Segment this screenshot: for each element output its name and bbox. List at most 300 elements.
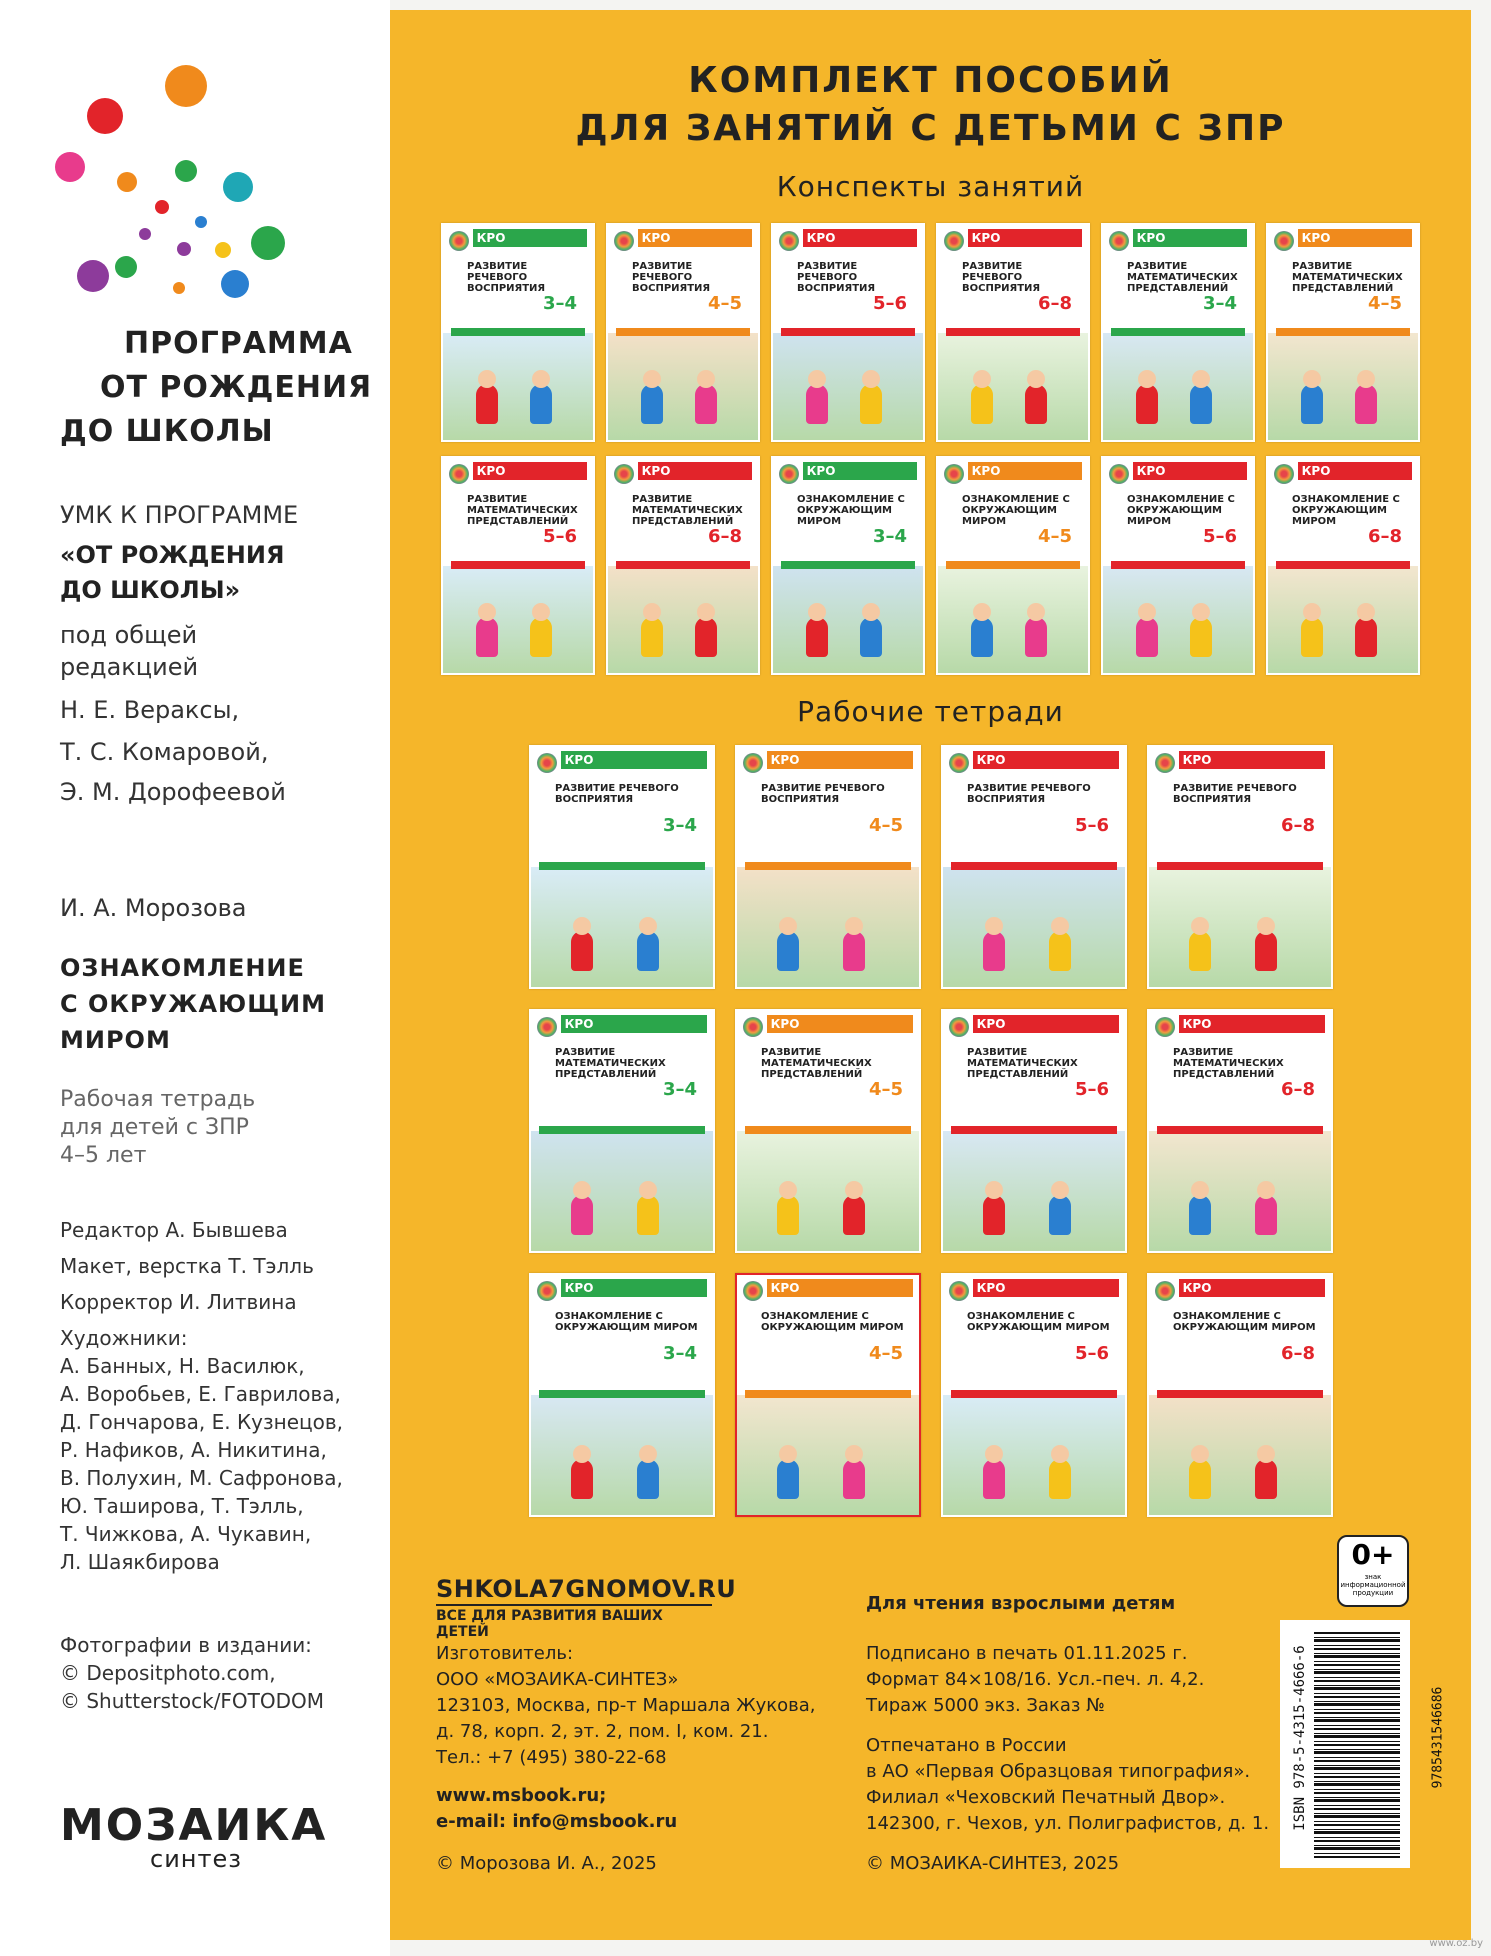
child-head: [697, 370, 715, 388]
book-cover-age: 4–5: [868, 815, 903, 836]
kro-flower-icon: [1155, 1017, 1175, 1037]
section-workbooks: Рабочие тетради: [797, 695, 1064, 728]
author: И. А. Морозова: [60, 894, 247, 922]
child-head: [808, 603, 826, 621]
book-cover-age: 5–6: [872, 293, 907, 314]
kro-label: КРО: [561, 1279, 597, 1297]
barcode: [1280, 1620, 1446, 1868]
book-cover-title: РАЗВИТИЕ МАТЕМАТИЧЕСКИХ ПРЕДСТАВЛЕНИЙ: [632, 494, 743, 527]
credit-line: Л. Шаякбирова: [60, 1550, 220, 1574]
book-cover: [606, 223, 760, 442]
kro-label: КРО: [561, 1015, 597, 1033]
book-cover-age: 4–5: [868, 1343, 903, 1364]
child-head: [1303, 603, 1321, 621]
kro-label: КРО: [767, 1015, 803, 1033]
book-cover-age: 6–8: [1280, 1343, 1315, 1364]
book-cover-title: РАЗВИТИЕ РЕЧЕВОГО ВОСПРИЯТИЯ: [962, 261, 1041, 294]
book-cover: [1147, 1273, 1333, 1517]
book-cover: [441, 456, 595, 675]
series-band: [745, 862, 911, 870]
printed-line: Отпечатано в России: [866, 1735, 1067, 1756]
child-head: [643, 370, 661, 388]
child-head: [985, 1181, 1003, 1199]
book-cover: [529, 745, 715, 989]
book-cover-age: 3–4: [542, 293, 577, 314]
printed-line: Филиал «Чеховский Печатный Двор».: [866, 1787, 1226, 1808]
kro-flower-icon: [614, 231, 634, 251]
age-rating-badge: [1337, 1535, 1409, 1607]
umk-editor: Э. М. Дорофеевой: [60, 778, 286, 806]
book-cover-title: ОЗНАКОМЛЕНИЕ С ОКРУЖАЮЩИМ МИРОМ: [1292, 494, 1400, 527]
book-cover-title: РАЗВИТИЕ РЕЧЕВОГО ВОСПРИЯТИЯ: [467, 261, 546, 294]
child-figure: [1049, 931, 1071, 971]
umk-editor: Т. С. Комаровой,: [60, 738, 269, 766]
child-head: [573, 917, 591, 935]
kro-label: КРО: [1179, 751, 1215, 769]
kro-flower-icon: [779, 231, 799, 251]
book-cover-title: ОЗНАКОМЛЕНИЕ С ОКРУЖАЮЩИМ МИРОМ: [555, 1311, 698, 1333]
cover-illustration: [737, 1131, 919, 1251]
book-cover-age: 5–6: [542, 526, 577, 547]
site-link[interactable]: SHKOLA7GNOMOV.RU: [436, 1575, 737, 1603]
child-figure: [806, 617, 828, 657]
series-band: [1276, 328, 1410, 336]
credit-line: Корректор И. Литвина: [60, 1290, 297, 1314]
child-head: [478, 603, 496, 621]
kro-label: КРО: [973, 1279, 1009, 1297]
isbn-text: ISBN 978-5-4315-4666-6: [1292, 1645, 1308, 1831]
child-head: [532, 370, 550, 388]
child-figure: [641, 384, 663, 424]
book-cover-age: 3–4: [872, 526, 907, 547]
print-line: Тираж 5000 экз. Заказ №: [866, 1695, 1105, 1716]
kro-flower-icon: [449, 464, 469, 484]
child-head: [845, 917, 863, 935]
credit-line: Художники:: [60, 1326, 188, 1350]
cover-illustration: [1149, 1395, 1331, 1515]
cover-illustration: [1149, 867, 1331, 987]
child-head: [845, 1445, 863, 1463]
kro-flower-icon: [1109, 231, 1129, 251]
book-cover-age: 6–8: [1280, 815, 1315, 836]
credit-line: Т. Чижкова, А. Чукавин,: [60, 1522, 312, 1546]
photo-credit: Фотографии в издании:: [60, 1633, 312, 1657]
site-tagline: ВСЕ ДЛЯ РАЗВИТИЯ ВАШИХ ДЕТЕЙ: [436, 1604, 712, 1640]
photo-credit: © Depositphoto.com,: [60, 1661, 276, 1685]
book-cover-age: 6–8: [707, 526, 742, 547]
book-cover-title: РАЗВИТИЕ МАТЕМАТИЧЕСКИХ ПРЕДСТАВЛЕНИЙ: [967, 1047, 1078, 1080]
child-figure: [983, 1459, 1005, 1499]
book-cover: [771, 223, 925, 442]
kro-label: КРО: [767, 751, 803, 769]
program-line-2: ОТ РОЖДЕНИЯ: [100, 370, 373, 405]
credit-line: Ю. Таширова, Т. Тэлль,: [60, 1494, 304, 1518]
child-figure: [571, 1459, 593, 1499]
cover-illustration: [531, 1395, 713, 1515]
series-band: [1276, 561, 1410, 569]
kro-label: КРО: [561, 751, 597, 769]
cover-illustration: [938, 333, 1088, 441]
series-band: [539, 1126, 705, 1134]
kro-label: КРО: [1179, 1015, 1215, 1033]
umk-line: редакцией: [60, 653, 199, 681]
credit-line: Р. Нафиков, А. Никитина,: [60, 1438, 327, 1462]
credit-line: А. Банных, Н. Василюк,: [60, 1354, 305, 1378]
cover-illustration: [443, 566, 593, 674]
child-figure: [843, 1459, 865, 1499]
book-title-line: ОЗНАКОМЛЕНИЕ: [60, 954, 305, 982]
book-cover-title: ОЗНАКОМЛЕНИЕ С ОКРУЖАЮЩИМ МИРОМ: [1127, 494, 1235, 527]
book-cover: [771, 456, 925, 675]
umk-line: УМК К ПРОГРАММЕ: [60, 501, 299, 529]
series-band: [539, 1390, 705, 1398]
book-cover-age: 5–6: [1074, 1079, 1109, 1100]
child-figure: [1190, 617, 1212, 657]
kro-flower-icon: [779, 464, 799, 484]
umk-line: под общей: [60, 621, 198, 649]
credit-line: В. Полухин, М. Сафронова,: [60, 1466, 343, 1490]
book-cover: [606, 456, 760, 675]
credit-line: Макет, верстка Т. Тэлль: [60, 1254, 314, 1278]
child-head: [1051, 917, 1069, 935]
kro-label: КРО: [638, 229, 674, 247]
kro-flower-icon: [537, 1017, 557, 1037]
book-cover-title: РАЗВИТИЕ РЕЧЕВОГО ВОСПРИЯТИЯ: [797, 261, 876, 294]
child-figure: [1189, 931, 1211, 971]
book-cover-title: РАЗВИТИЕ РЕЧЕВОГО ВОСПРИЯТИЯ: [632, 261, 711, 294]
child-figure: [1025, 617, 1047, 657]
book-cover-title: РАЗВИТИЕ МАТЕМАТИЧЕСКИХ ПРЕДСТАВЛЕНИЙ: [1173, 1047, 1284, 1080]
book-cover: [936, 223, 1090, 442]
child-figure: [571, 1195, 593, 1235]
book-cover: [1266, 456, 1420, 675]
age-rating-text: знак информационной продукции: [1340, 1573, 1406, 1597]
book-cover-title: РАЗВИТИЕ МАТЕМАТИЧЕСКИХ ПРЕДСТАВЛЕНИЙ: [467, 494, 578, 527]
cover-illustration: [943, 1131, 1125, 1251]
child-figure: [806, 384, 828, 424]
program-logo-dots: [55, 60, 295, 320]
credit-line: Редактор А. Бывшева: [60, 1218, 288, 1242]
print-line: Подписано в печать 01.11.2025 г.: [866, 1643, 1188, 1664]
book-cover-title: ОЗНАКОМЛЕНИЕ С ОКРУЖАЮЩИМ МИРОМ: [761, 1311, 904, 1333]
program-line-3: ДО ШКОЛЫ: [60, 414, 274, 449]
book-cover: [941, 1009, 1127, 1253]
child-figure: [637, 1195, 659, 1235]
child-head: [573, 1181, 591, 1199]
child-figure: [983, 931, 1005, 971]
child-figure: [637, 1459, 659, 1499]
cover-illustration: [1268, 566, 1418, 674]
maker-line: Изготовитель:: [436, 1643, 574, 1664]
kro-label: КРО: [968, 229, 1004, 247]
child-head: [973, 603, 991, 621]
book-cover-age: 3–4: [662, 1079, 697, 1100]
book-title-line: С ОКРУЖАЮЩИМ: [60, 990, 326, 1018]
child-head: [1257, 917, 1275, 935]
cover-illustration: [943, 1395, 1125, 1515]
kro-label: КРО: [1133, 229, 1169, 247]
kro-flower-icon: [944, 231, 964, 251]
cover-illustration: [737, 867, 919, 987]
book-cover-age: 3–4: [1202, 293, 1237, 314]
ean-number: 9785431546686: [1430, 1686, 1446, 1789]
series-band: [781, 328, 915, 336]
kro-flower-icon: [949, 753, 969, 773]
child-head: [1138, 370, 1156, 388]
child-figure: [860, 384, 882, 424]
child-head: [862, 370, 880, 388]
child-head: [1191, 1445, 1209, 1463]
child-head: [639, 1181, 657, 1199]
kro-label: КРО: [1298, 229, 1334, 247]
email-line[interactable]: e-mail: info@msbook.ru: [436, 1811, 678, 1832]
series-band: [946, 328, 1080, 336]
child-figure: [1255, 931, 1277, 971]
catalog-title-line-1: КОМПЛЕКТ ПОСОБИЙ: [688, 60, 1173, 101]
kro-label: КРО: [1298, 462, 1334, 480]
book-cover-title: РАЗВИТИЕ МАТЕМАТИЧЕСКИХ ПРЕДСТАВЛЕНИЙ: [1292, 261, 1403, 294]
book-cover: [1266, 223, 1420, 442]
child-head: [478, 370, 496, 388]
cover-illustration: [938, 566, 1088, 674]
cover-illustration: [531, 867, 713, 987]
print-line: Формат 84×108/16. Усл.-печ. л. 4,2.: [866, 1669, 1205, 1690]
series-band: [951, 862, 1117, 870]
credit-line: А. Воробьев, Е. Гаврилова,: [60, 1382, 341, 1406]
cover-illustration: [531, 1131, 713, 1251]
child-head: [973, 370, 991, 388]
book-cover: [1101, 223, 1255, 442]
book-cover-age: 3–4: [662, 815, 697, 836]
child-figure: [1301, 384, 1323, 424]
series-band: [1111, 561, 1245, 569]
child-figure: [695, 384, 717, 424]
book-cover: [941, 1273, 1127, 1517]
cover-illustration: [608, 566, 758, 674]
book-cover-age: 4–5: [1037, 526, 1072, 547]
kro-flower-icon: [449, 231, 469, 251]
book-cover: [1101, 456, 1255, 675]
child-head: [1257, 1181, 1275, 1199]
series-band: [451, 328, 585, 336]
kro-flower-icon: [614, 464, 634, 484]
child-figure: [637, 931, 659, 971]
kro-label: КРО: [1133, 462, 1169, 480]
book-subtitle-line: для детей с ЗПР: [60, 1115, 249, 1140]
child-head: [845, 1181, 863, 1199]
section-lesson-notes: Конспекты занятий: [776, 170, 1085, 203]
printed-line: в АО «Первая Образцовая типография».: [866, 1761, 1251, 1782]
series-band: [539, 862, 705, 870]
child-figure: [777, 1459, 799, 1499]
watermark: www.oz.by: [1429, 1938, 1483, 1949]
book-cover-age: 4–5: [707, 293, 742, 314]
series-band: [1157, 1390, 1323, 1398]
book-cover-age: 6–8: [1280, 1079, 1315, 1100]
child-head: [1303, 370, 1321, 388]
kro-label: КРО: [473, 229, 509, 247]
child-figure: [1301, 617, 1323, 657]
child-figure: [1049, 1195, 1071, 1235]
child-head: [573, 1445, 591, 1463]
book-cover: [529, 1009, 715, 1253]
publisher-logo-sub: синтез: [150, 1845, 242, 1873]
author-copyright: © Морозова И. А., 2025: [436, 1853, 657, 1874]
book-subtitle-line: Рабочая тетрадь: [60, 1087, 256, 1112]
series-band: [781, 561, 915, 569]
child-figure: [1255, 1459, 1277, 1499]
left-column: [0, 0, 390, 1956]
cover-illustration: [773, 566, 923, 674]
publisher-copyright: © МОЗАИКА-СИНТЕЗ, 2025: [866, 1853, 1120, 1874]
book-cover-title: РАЗВИТИЕ МАТЕМАТИЧЕСКИХ ПРЕДСТАВЛЕНИЙ: [1127, 261, 1238, 294]
cover-illustration: [737, 1395, 919, 1515]
maker-line: 123103, Москва, пр-т Маршала Жукова,: [436, 1695, 816, 1716]
child-figure: [1049, 1459, 1071, 1499]
publisher-logo-text: МОЗАИКА: [60, 1800, 328, 1851]
child-figure: [1190, 384, 1212, 424]
kro-label: КРО: [1179, 1279, 1215, 1297]
child-head: [862, 603, 880, 621]
book-cover-age: 5–6: [1074, 1343, 1109, 1364]
kro-flower-icon: [1274, 231, 1294, 251]
child-figure: [695, 617, 717, 657]
kro-label: КРО: [973, 1015, 1009, 1033]
kro-label: КРО: [973, 751, 1009, 769]
book-cover-title: РАЗВИТИЕ РЕЧЕВОГО ВОСПРИЯТИЯ: [761, 783, 885, 805]
umk-editor: Н. Е. Вераксы,: [60, 696, 240, 724]
book-cover-title: РАЗВИТИЕ РЕЧЕВОГО ВОСПРИЯТИЯ: [967, 783, 1091, 805]
book-cover-age: 4–5: [868, 1079, 903, 1100]
book-cover: [735, 1273, 921, 1517]
child-figure: [983, 1195, 1005, 1235]
child-head: [779, 917, 797, 935]
series-band: [946, 561, 1080, 569]
book-cover: [1147, 745, 1333, 989]
book-cover-age: 6–8: [1037, 293, 1072, 314]
child-figure: [1189, 1195, 1211, 1235]
age-rating-value: 0+: [1351, 1538, 1395, 1571]
book-subtitle-line: 4–5 лет: [60, 1143, 147, 1168]
cover-illustration: [608, 333, 758, 441]
series-band: [745, 1126, 911, 1134]
book-cover: [735, 1009, 921, 1253]
series-band: [451, 561, 585, 569]
child-figure: [1136, 384, 1158, 424]
cover-illustration: [1103, 566, 1253, 674]
book-cover-age: 5–6: [1202, 526, 1237, 547]
kro-flower-icon: [743, 1281, 763, 1301]
child-figure: [843, 931, 865, 971]
child-head: [1357, 603, 1375, 621]
kro-label: КРО: [767, 1279, 803, 1297]
series-band: [1111, 328, 1245, 336]
child-head: [697, 603, 715, 621]
child-head: [1191, 917, 1209, 935]
cover-illustration: [943, 867, 1125, 987]
series-band: [745, 1390, 911, 1398]
kro-flower-icon: [944, 464, 964, 484]
series-band: [1157, 862, 1323, 870]
printed-line: 142300, г. Чехов, ул. Полиграфистов, д. 1.: [866, 1813, 1270, 1834]
child-head: [643, 603, 661, 621]
child-head: [779, 1445, 797, 1463]
credit-line: Д. Гончарова, Е. Кузнецов,: [60, 1410, 344, 1434]
cover-illustration: [773, 333, 923, 441]
catalog-title-line-2: ДЛЯ ЗАНЯТИЙ С ДЕТЬМИ С ЗПР: [575, 108, 1286, 149]
book-cover-age: 5–6: [1074, 815, 1109, 836]
series-band: [951, 1390, 1117, 1398]
book-cover-title: РАЗВИТИЕ МАТЕМАТИЧЕСКИХ ПРЕДСТАВЛЕНИЙ: [555, 1047, 666, 1080]
child-figure: [530, 617, 552, 657]
kro-flower-icon: [743, 753, 763, 773]
child-figure: [860, 617, 882, 657]
series-band: [951, 1126, 1117, 1134]
book-cover-age: 4–5: [1367, 293, 1402, 314]
child-head: [1138, 603, 1156, 621]
book-cover-title: РАЗВИТИЕ РЕЧЕВОГО ВОСПРИЯТИЯ: [555, 783, 679, 805]
website-line[interactable]: www.msbook.ru;: [436, 1785, 607, 1806]
kro-flower-icon: [537, 1281, 557, 1301]
kro-flower-icon: [743, 1017, 763, 1037]
kro-flower-icon: [1274, 464, 1294, 484]
child-head: [639, 1445, 657, 1463]
umk-line: «ОТ РОЖДЕНИЯ: [60, 541, 285, 569]
book-cover: [441, 223, 595, 442]
maker-line: Тел.: +7 (495) 380-22-68: [436, 1747, 667, 1768]
child-head: [1192, 370, 1210, 388]
kro-flower-icon: [949, 1281, 969, 1301]
child-figure: [971, 384, 993, 424]
child-head: [779, 1181, 797, 1199]
kro-flower-icon: [537, 753, 557, 773]
child-figure: [1255, 1195, 1277, 1235]
series-band: [616, 328, 750, 336]
kro-flower-icon: [1155, 1281, 1175, 1301]
book-cover-title: ОЗНАКОМЛЕНИЕ С ОКРУЖАЮЩИМ МИРОМ: [797, 494, 905, 527]
child-figure: [1355, 384, 1377, 424]
child-head: [985, 1445, 1003, 1463]
book-cover-title: РАЗВИТИЕ МАТЕМАТИЧЕСКИХ ПРЕДСТАВЛЕНИЙ: [761, 1047, 872, 1080]
child-head: [1257, 1445, 1275, 1463]
child-head: [808, 370, 826, 388]
child-head: [532, 603, 550, 621]
book-cover: [529, 1273, 715, 1517]
publisher-logo: [60, 1800, 327, 1873]
child-head: [1191, 1181, 1209, 1199]
child-figure: [1136, 617, 1158, 657]
kro-flower-icon: [1109, 464, 1129, 484]
child-figure: [777, 931, 799, 971]
program-line-1: ПРОГРАММА: [124, 326, 353, 361]
book-title-line: МИРОМ: [60, 1026, 171, 1054]
kro-label: КРО: [803, 229, 839, 247]
child-figure: [1189, 1459, 1211, 1499]
child-head: [1027, 370, 1045, 388]
kro-flower-icon: [949, 1017, 969, 1037]
child-figure: [843, 1195, 865, 1235]
book-cover-title: ОЗНАКОМЛЕНИЕ С ОКРУЖАЮЩИМ МИРОМ: [962, 494, 1070, 527]
child-figure: [476, 617, 498, 657]
child-head: [639, 917, 657, 935]
child-figure: [530, 384, 552, 424]
child-figure: [971, 617, 993, 657]
child-figure: [476, 384, 498, 424]
child-head: [1051, 1445, 1069, 1463]
book-cover: [735, 745, 921, 989]
kro-label: КРО: [638, 462, 674, 480]
book-cover-title: ОЗНАКОМЛЕНИЕ С ОКРУЖАЮЩИМ МИРОМ: [967, 1311, 1110, 1333]
